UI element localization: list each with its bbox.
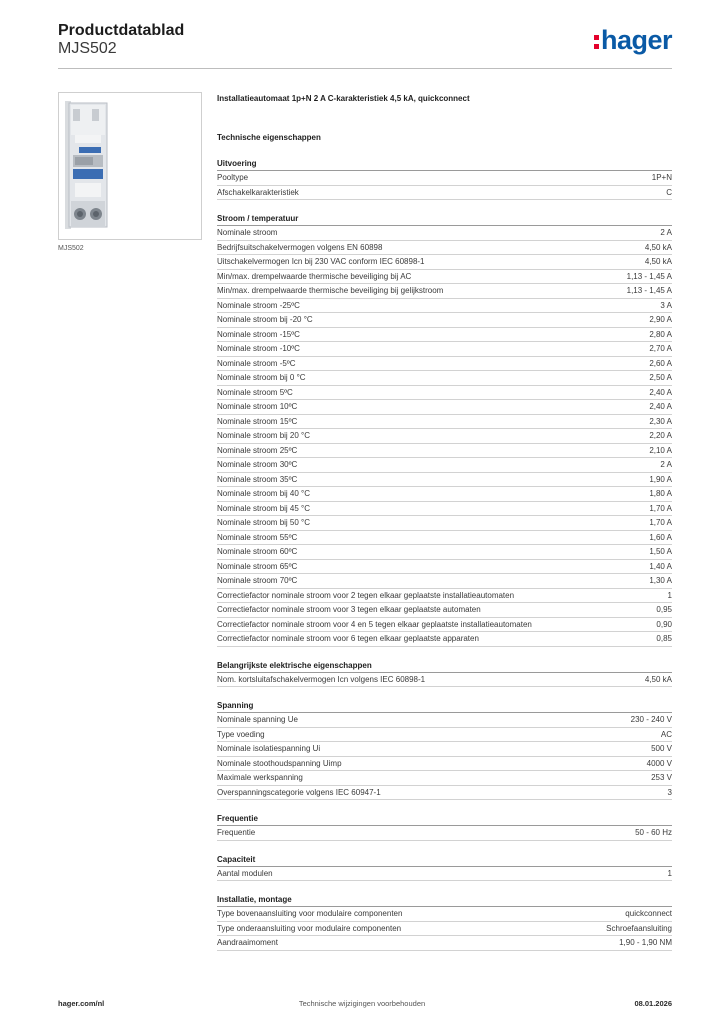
- spec-label: Nominale stroom bij 40 °C: [217, 489, 311, 498]
- spec-label: Nominale stroom 70ºC: [217, 576, 298, 585]
- spec-groups: [217, 157, 672, 951]
- spec-row: [217, 922, 672, 937]
- spec-row: [217, 907, 672, 922]
- header-divider: [58, 68, 672, 69]
- spec-row: [217, 328, 672, 343]
- spec-value: 1: [667, 590, 672, 600]
- spec-row: [217, 186, 672, 201]
- spec-label: Nominale stroom 15ºC: [217, 416, 298, 426]
- spec-row: [217, 458, 672, 473]
- spec-row: [217, 313, 672, 328]
- spec-value: 1,13 - 1,45 A: [626, 286, 672, 295]
- group-title: Belangrijkste elektrische eigenschappen: [217, 659, 672, 673]
- spec-value: 2,10 A: [649, 445, 672, 455]
- spec-label: Correctiefactor nominale stroom voor 3 tegen elkaar geplaatste automaten: [217, 605, 481, 614]
- spec-row: [217, 603, 672, 618]
- circuit-breaker-photo-icon: [59, 93, 201, 239]
- spec-row: [217, 429, 672, 444]
- spec-value: 1,40 A: [649, 561, 672, 571]
- image-caption: MJS502: [58, 245, 84, 252]
- spec-row: [217, 574, 672, 589]
- section-heading: Technische eigenschappen: [217, 133, 321, 142]
- spec-label: Nominale stroom: [217, 228, 278, 237]
- spec-value: 4,50 kA: [644, 242, 672, 252]
- product-description: Installatieautomaat 1p+N 2 A C-karakteristiek 4,5 kA, quickconnect: [217, 94, 470, 103]
- spec-label: Overspanningscategorie volgens IEC 60947-1: [217, 787, 381, 797]
- spec-value: 2,30 A: [649, 416, 672, 426]
- spec-label: Nominale stroom -10ºC: [217, 344, 300, 353]
- spec-label: Nominale stroom 35ºC: [217, 474, 298, 484]
- spec-label: Correctiefactor nominale stroom voor 4 en 5 tegen elkaar geplaatste installatieautomaten: [217, 619, 532, 629]
- spec-row: [217, 357, 672, 372]
- spec-value: 2,60 A: [649, 358, 672, 368]
- spec-label: Correctiefactor nominale stroom voor 2 tegen elkaar geplaatste installatieautomaten: [217, 590, 515, 600]
- spec-row: [217, 226, 672, 241]
- spec-value: 1,90 A: [649, 474, 672, 484]
- spec-label: Uitschakelvermogen Icn bij 230 VAC conform IEC 60898-1: [217, 257, 425, 266]
- spec-label: Nominale spanning Ue: [217, 715, 298, 724]
- spec-label: Pooltype: [217, 173, 249, 182]
- spec-row: [217, 771, 672, 786]
- page-title: Productdatablad: [58, 22, 185, 39]
- spec-row: [217, 171, 672, 186]
- spec-value: AC: [660, 729, 672, 739]
- spec-label: Min/max. drempelwaarde thermische beveiliging bij AC: [217, 271, 412, 281]
- spec-label: Nominale isolatiespanning Ui: [217, 744, 321, 753]
- spec-value: 0,90: [656, 619, 672, 629]
- logo-colon-icon: [594, 35, 599, 49]
- spec-row: [217, 241, 672, 256]
- spec-value: 3 A: [660, 300, 672, 310]
- spec-label: Nominale stroom bij 45 °C: [217, 503, 311, 513]
- spec-group: [217, 212, 672, 647]
- group-title: Uitvoering: [217, 157, 672, 171]
- spec-label: Nominale stroom 25ºC: [217, 445, 298, 455]
- spec-label: Nominale stoothoudspanning Uimp: [217, 758, 342, 768]
- spec-label: Nominale stroom 60ºC: [217, 547, 298, 556]
- spec-label: Nominale stroom -15ºC: [217, 329, 300, 339]
- spec-label: Aandraaimoment: [217, 938, 278, 947]
- logo-text: hager: [600, 25, 672, 55]
- spec-value: 1,70 A: [649, 518, 672, 527]
- spec-label: Bedrijfsuitschakelvermogen volgens EN 60898: [217, 242, 383, 252]
- spec-value: 2,40 A: [649, 402, 672, 411]
- spec-label: Nominale stroom 5ºC: [217, 387, 293, 397]
- spec-value: 50 - 60 Hz: [635, 828, 672, 837]
- spec-row: [217, 400, 672, 415]
- spec-value: C: [666, 187, 672, 197]
- product-image: [58, 92, 202, 240]
- hager-logo: [594, 26, 672, 54]
- spec-value: 0,95: [656, 605, 672, 614]
- spec-label: Nominale stroom bij -20 °C: [217, 315, 313, 324]
- spec-row: [217, 757, 672, 772]
- group-title: Frequentie: [217, 812, 672, 826]
- spec-label: Nominale stroom -5ºC: [217, 358, 296, 368]
- spec-label: Nominale stroom 30ºC: [217, 460, 298, 469]
- spec-row: [217, 936, 672, 951]
- spec-label: Nominale stroom -25ºC: [217, 300, 300, 310]
- spec-value: 1,80 A: [649, 489, 672, 498]
- footer-website: hager.com/nl: [58, 999, 105, 1008]
- spec-row: [217, 386, 672, 401]
- spec-row: [217, 502, 672, 517]
- spec-label: Aantal modulen: [217, 868, 273, 878]
- spec-value: 4000 V: [646, 758, 672, 768]
- spec-value: 1,60 A: [649, 532, 672, 542]
- spec-row: [217, 255, 672, 270]
- spec-row: [217, 284, 672, 299]
- spec-value: 2 A: [660, 228, 672, 237]
- spec-row: [217, 826, 672, 841]
- spec-group: [217, 659, 672, 688]
- spec-label: Type voeding: [217, 729, 265, 739]
- spec-value: 2,70 A: [649, 344, 672, 353]
- spec-row: [217, 713, 672, 728]
- spec-label: Nom. kortsluitafschakelvermogen Icn volgens IEC 60898-1: [217, 674, 426, 684]
- group-title: Stroom / temperatuur: [217, 212, 672, 226]
- spec-value: 1P+N: [651, 173, 672, 182]
- spec-row: [217, 270, 672, 285]
- spec-value: 1: [667, 868, 672, 878]
- spec-label: Min/max. drempelwaarde thermische beveiliging bij gelijkstroom: [217, 286, 444, 295]
- spec-row: [217, 742, 672, 757]
- spec-label: Afschakelkarakteristiek: [217, 187, 299, 197]
- spec-label: Maximale werkspanning: [217, 773, 303, 782]
- spec-value: quickconnect: [625, 909, 672, 918]
- document-header: [58, 22, 184, 58]
- spec-label: Nominale stroom 10ºC: [217, 402, 298, 411]
- spec-value: 3: [667, 787, 672, 797]
- spec-row: [217, 618, 672, 633]
- footer-date: 08.01.2026: [634, 999, 672, 1008]
- spec-value: 253 V: [651, 773, 672, 782]
- spec-value: 2,80 A: [649, 329, 672, 339]
- spec-value: 500 V: [651, 744, 672, 753]
- spec-value: 1,70 A: [649, 503, 672, 513]
- footer-note: Technische wijzigingen voorbehouden: [298, 999, 426, 1008]
- spec-value: 2,90 A: [649, 315, 672, 324]
- spec-value: 4,50 kA: [644, 257, 672, 266]
- spec-value: 1,50 A: [649, 547, 672, 556]
- spec-value: 2 A: [660, 460, 672, 469]
- spec-label: Type bovenaansluiting voor modulaire componenten: [217, 909, 403, 918]
- spec-group: [217, 699, 672, 800]
- spec-value: 4,50 kA: [644, 674, 672, 684]
- spec-row: [217, 473, 672, 488]
- spec-label: Nominale stroom 55ºC: [217, 532, 298, 542]
- spec-label: Nominale stroom 65ºC: [217, 561, 298, 571]
- spec-row: [217, 299, 672, 314]
- spec-value: Schroefaansluiting: [606, 923, 672, 933]
- spec-value: 2,50 A: [649, 373, 672, 382]
- group-title: Capaciteit: [217, 853, 672, 867]
- spec-group: [217, 853, 672, 882]
- spec-value: 0,85: [656, 634, 672, 643]
- spec-row: [217, 589, 672, 604]
- spec-row: [217, 444, 672, 459]
- spec-row: [217, 342, 672, 357]
- spec-value: 230 - 240 V: [630, 715, 672, 724]
- spec-label: Nominale stroom bij 20 °C: [217, 431, 311, 440]
- spec-group: [217, 812, 672, 841]
- spec-row: [217, 632, 672, 647]
- spec-label: Correctiefactor nominale stroom voor 6 tegen elkaar geplaatste apparaten: [217, 634, 479, 643]
- spec-label: Type onderaansluiting voor modulaire componenten: [217, 923, 402, 933]
- spec-row: [217, 516, 672, 531]
- spec-content: [217, 92, 672, 951]
- spec-label: Frequentie: [217, 828, 256, 837]
- product-code: MJS502: [58, 40, 117, 57]
- spec-row: [217, 531, 672, 546]
- spec-row: [217, 371, 672, 386]
- spec-row: [217, 867, 672, 882]
- spec-label: Nominale stroom bij 0 °C: [217, 373, 306, 382]
- spec-value: 1,90 - 1,90 NM: [619, 938, 672, 947]
- spec-group: [217, 157, 672, 200]
- spec-row: [217, 415, 672, 430]
- spec-label: Nominale stroom bij 50 °C: [217, 518, 311, 527]
- spec-row: [217, 545, 672, 560]
- spec-value: 1,13 - 1,45 A: [626, 271, 672, 281]
- group-title: Spanning: [217, 699, 672, 713]
- spec-value: 2,20 A: [649, 431, 672, 440]
- spec-value: 2,40 A: [649, 387, 672, 397]
- spec-row: [217, 673, 672, 688]
- spec-row: [217, 786, 672, 801]
- spec-row: [217, 560, 672, 575]
- spec-row: [217, 487, 672, 502]
- group-title: Installatie, montage: [217, 893, 672, 907]
- spec-row: [217, 728, 672, 743]
- spec-value: 1,30 A: [649, 576, 672, 585]
- spec-group: [217, 893, 672, 951]
